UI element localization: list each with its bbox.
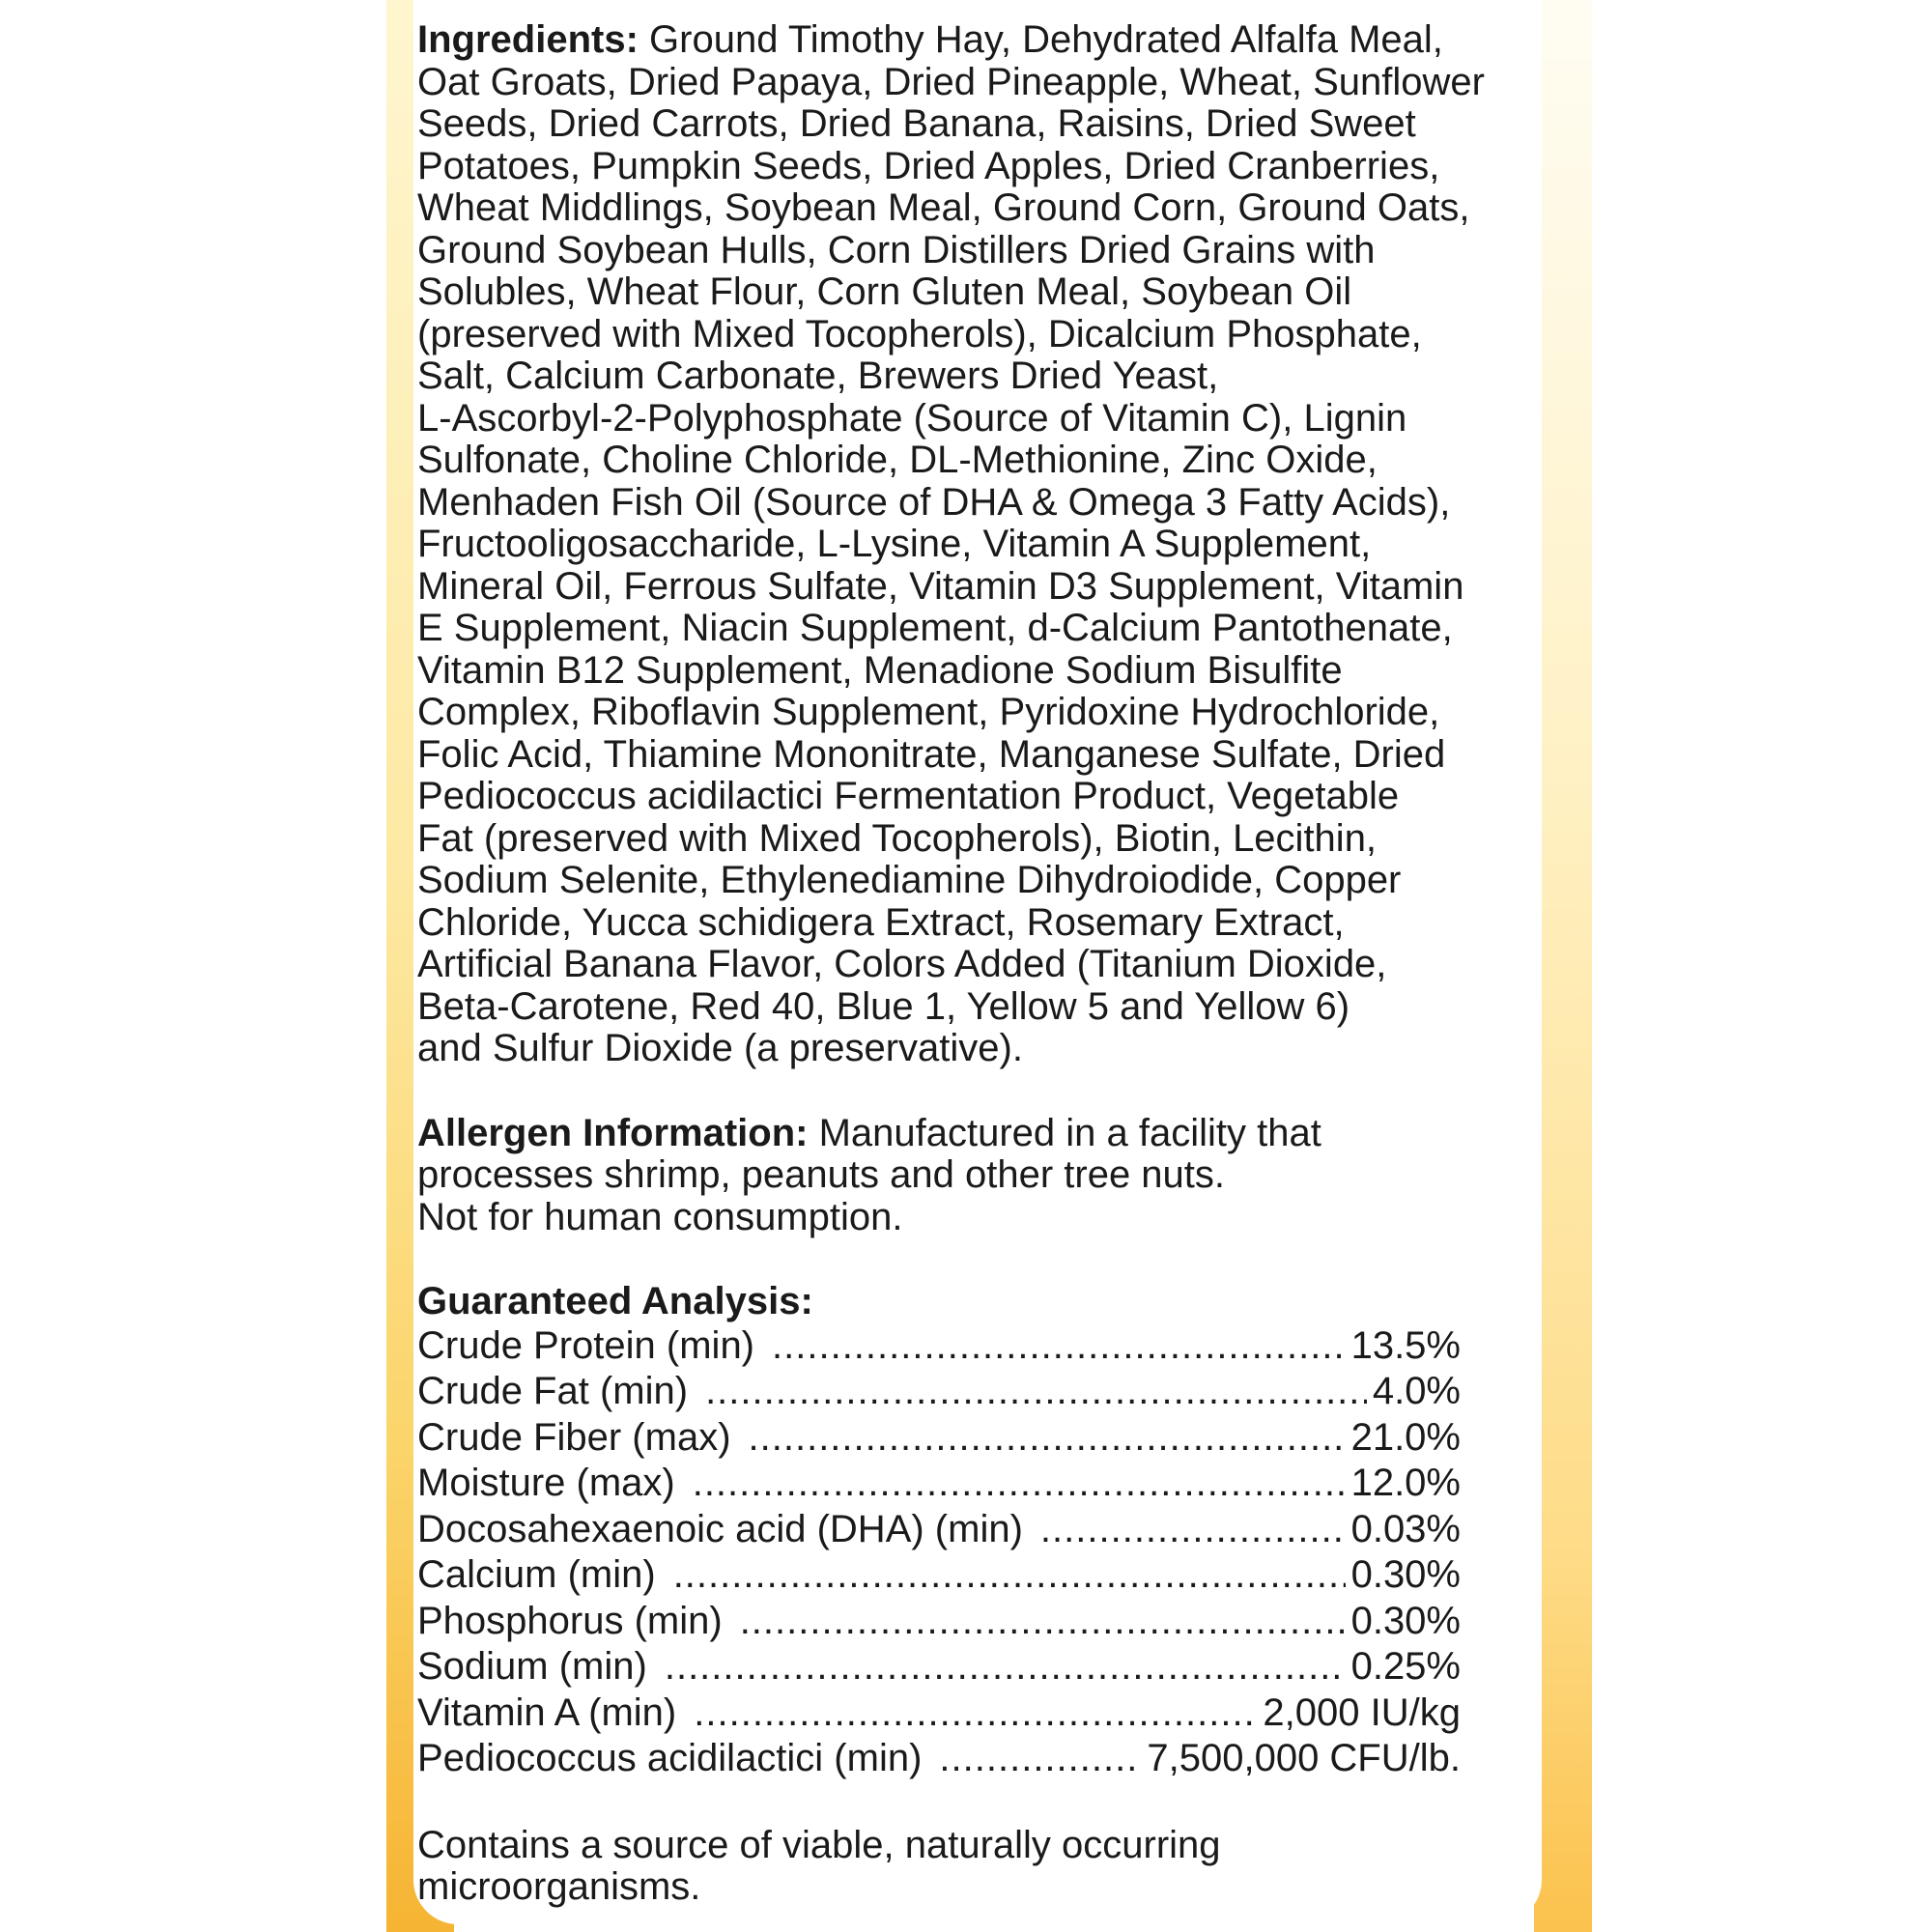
nutrient-value: 7,500,000 CFU/lb.: [1147, 1737, 1461, 1779]
ingredients-line: Seeds, Dried Carrots, Dried Banana, Raisins, Dried Sweet: [417, 102, 1416, 145]
analysis-row: [417, 1690, 1461, 1737]
allergen-text: Manufactured in a facility that: [818, 1111, 1321, 1154]
nutrient-value: 0.30%: [1350, 1553, 1461, 1596]
ingredients-line: Wheat Middlings, Soybean Meal, Ground Corn, Ground Oats,: [417, 186, 1470, 229]
ingredients-line: Sodium Selenite, Ethylenediamine Dihydroiodide, Copper: [417, 859, 1402, 901]
ingredients-line: Pediococcus acidilactici Fermentation Product, Vegetable: [417, 775, 1400, 817]
nutrient-value: 13.5%: [1350, 1323, 1461, 1367]
ingredients-line: Sulfonate, Choline Chloride, DL-Methionine, Zinc Oxide,: [417, 439, 1378, 481]
analysis-row: [417, 1415, 1461, 1462]
dot-leader: [939, 1736, 1141, 1782]
allergen-section: [417, 1113, 1577, 1239]
ingredients-line: Fructooligosaccharide, L-Lysine, Vitamin A Supplement,: [417, 523, 1372, 565]
nutrient-value: 0.03%: [1350, 1507, 1461, 1550]
dot-leader: [749, 1415, 1346, 1462]
ingredients-line: Oat Groats, Dried Papaya, Dried Pineapple, Wheat, Sunflower: [417, 60, 1485, 103]
ingredients-lines: [417, 62, 1577, 1070]
nutrient-value: 21.0%: [1350, 1415, 1461, 1459]
analysis-row: [417, 1552, 1461, 1599]
nutrient-name: Crude Fiber (max): [417, 1415, 731, 1459]
analysis-table: [417, 1323, 1577, 1782]
viable-microorganisms-note: [417, 1825, 1577, 1909]
nutrient-value: 4.0%: [1372, 1370, 1461, 1412]
analysis-row: [417, 1644, 1461, 1690]
ingredients-line: Artificial Banana Flavor, Colors Added (Titanium Dioxide,: [417, 943, 1387, 985]
ingredients-line: Fat (preserved with Mixed Tocopherols), Biotin, Lecithin,: [417, 816, 1378, 860]
nutrient-value: 12.0%: [1350, 1462, 1461, 1504]
analysis-row: [417, 1323, 1461, 1370]
ingredients-line: Solubles, Wheat Flour, Corn Gluten Meal, Soybean Oil: [417, 270, 1352, 313]
ingredients-section: [417, 19, 1577, 1070]
nutrient-name: Phosphorus (min): [417, 1599, 723, 1642]
analysis-row: [417, 1599, 1461, 1645]
ingredients-line: Mineral Oil, Ferrous Sulfate, Vitamin D3 Supplement, Vitamin: [417, 564, 1464, 608]
ingredients-line: Salt, Calcium Carbonate, Brewers Dried Yeast,: [417, 355, 1219, 397]
nutrient-name: Pediococcus acidilactici (min): [417, 1737, 923, 1779]
analysis-row: [417, 1369, 1461, 1415]
ingredients-line: Ground Soybean Hulls, Corn Distillers Dried Grains with: [417, 228, 1376, 271]
nutrient-name: Crude Fat (min): [417, 1370, 689, 1412]
dot-leader: [665, 1644, 1346, 1690]
dot-leader: [1040, 1507, 1346, 1553]
dot-leader: [740, 1599, 1346, 1645]
dot-leader: [705, 1369, 1367, 1415]
ingredients-line: Complex, Riboflavin Supplement, Pyridoxine Hydrochloride,: [417, 691, 1440, 733]
ingredients-line: L-Ascorbyl-2-Polyphosphate (Source of Vitamin C), Lignin: [417, 396, 1407, 440]
label-content: [417, 19, 1577, 1909]
nutrient-value: 0.30%: [1350, 1599, 1461, 1642]
allergen-line: Not for human consumption.: [417, 1195, 903, 1238]
ingredients-line: E Supplement, Niacin Supplement, d-Calcium Pantothenate,: [417, 607, 1453, 649]
ingredients-line: Vitamin B12 Supplement, Menadione Sodium Bisulfite: [417, 648, 1343, 692]
ingredients-line: Chloride, Yucca schidigera Extract, Rosemary Extract,: [417, 900, 1345, 944]
nutrient-name: Sodium (min): [417, 1645, 647, 1688]
dot-leader: [694, 1690, 1257, 1737]
allergen-lines: [417, 1154, 1577, 1238]
dot-leader: [673, 1552, 1346, 1599]
allergen-label: Allergen Information:: [417, 1111, 809, 1154]
dot-leader: [772, 1323, 1346, 1370]
ingredients-line: Menhaden Fish Oil (Source of DHA & Omega 3 Fatty Acids),: [417, 480, 1451, 524]
note-line: microorganisms.: [417, 1865, 701, 1908]
ingredients-label: Ingredients:: [417, 18, 639, 61]
allergen-line: processes shrimp, peanuts and other tree nuts.: [417, 1153, 1226, 1196]
ingredients-text: Ground Timothy Hay, Dehydrated Alfalfa Meal,: [649, 18, 1443, 61]
note-line: Contains a source of viable, naturally occurring: [417, 1823, 1221, 1866]
ingredients-line: Potatoes, Pumpkin Seeds, Dried Apples, Dried Cranberries,: [417, 144, 1440, 187]
guaranteed-analysis-section: [417, 1281, 1577, 1782]
nutrient-name: Crude Protein (min): [417, 1323, 755, 1367]
nutrient-name: Vitamin A (min): [417, 1690, 677, 1734]
analysis-row: [417, 1736, 1461, 1782]
allergen-first-line: [417, 1113, 1577, 1155]
guaranteed-analysis-title: Guaranteed Analysis:: [417, 1280, 813, 1322]
nutrient-name: Docosahexaenoic acid (DHA) (min): [417, 1507, 1023, 1550]
dot-leader: [693, 1461, 1346, 1507]
ingredients-line: Beta-Carotene, Red 40, Blue 1, Yellow 5 and Yellow 6): [417, 984, 1350, 1028]
nutrient-name: Calcium (min): [417, 1553, 656, 1596]
analysis-row: [417, 1507, 1461, 1553]
nutrient-value: 2,000 IU/kg: [1263, 1690, 1461, 1734]
analysis-row: [417, 1461, 1461, 1507]
ingredients-line: (preserved with Mixed Tocopherols), Dicalcium Phosphate,: [417, 312, 1422, 355]
ingredients-line: and Sulfur Dioxide (a preservative).: [417, 1027, 1023, 1069]
nutrient-value: 0.25%: [1350, 1645, 1461, 1688]
nutrient-name: Moisture (max): [417, 1462, 675, 1504]
ingredients-first-line: [417, 19, 1577, 62]
ingredients-line: Folic Acid, Thiamine Mononitrate, Manganese Sulfate, Dried: [417, 732, 1446, 776]
